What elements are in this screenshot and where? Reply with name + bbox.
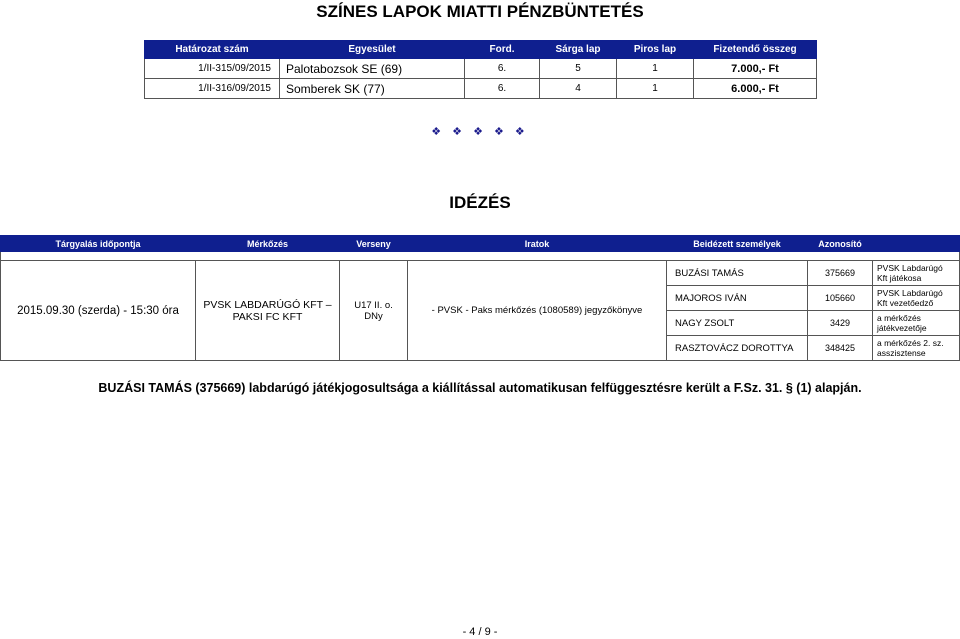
amount: 7.000,- Ft <box>694 59 817 79</box>
round: 6. <box>465 59 540 79</box>
divider-diamond-icons: ❖ ❖ ❖ ❖ ❖ <box>431 126 529 138</box>
header-hearing-time: Tárgyalás időpontja <box>1 236 196 252</box>
fines-header-row <box>145 41 817 59</box>
header-competition: Verseny <box>340 236 408 252</box>
page-number: - 4 / 9 - <box>462 626 498 638</box>
header-role <box>873 236 960 252</box>
header-match: Mérkőzés <box>196 236 340 252</box>
documents: - PVSK - Paks mérkőzés (1080589) jegyzőkönyve <box>408 261 667 361</box>
header-yellow-card: Sárga lap <box>540 41 617 59</box>
header-amount: Fizetendő összeg <box>694 41 817 59</box>
yellow-card-count: 5 <box>540 59 617 79</box>
hearing-header-row <box>1 236 960 252</box>
person-id: 375669 <box>808 261 873 286</box>
person-name: RASZTOVÁCZ DOROTTYA <box>667 336 808 361</box>
competition: U17 II. o. DNy <box>340 261 408 361</box>
header-decision-number: Határozat szám <box>145 41 280 59</box>
person-id: 3429 <box>808 311 873 336</box>
person-role: PVSK Labdarúgó Kft játékosa <box>873 261 960 286</box>
match-name: PVSK LABDARÚGÓ KFT – PAKSI FC KFT <box>196 261 340 361</box>
amount: 6.000,- Ft <box>694 79 817 99</box>
yellow-card-count: 4 <box>540 79 617 99</box>
person-role: PVSK Labdarúgó Kft vezetőedző <box>873 286 960 311</box>
spacer-cell <box>1 252 960 261</box>
summons-title: IDÉZÉS <box>449 193 511 212</box>
header-summoned-persons: Beidézett személyek <box>667 236 808 252</box>
decision-number: 1/II-315/09/2015 <box>145 59 280 79</box>
person-id: 348425 <box>808 336 873 361</box>
table-row <box>1 261 960 286</box>
club-name: Somberek SK (77) <box>280 79 465 99</box>
person-role: a mérkőzés 2. sz. asszisztense <box>873 336 960 361</box>
table-row <box>145 59 817 79</box>
header-documents: Iratok <box>408 236 667 252</box>
header-round: Ford. <box>465 41 540 59</box>
table-row <box>145 79 817 99</box>
person-name: MAJOROS IVÁN <box>667 286 808 311</box>
person-id: 105660 <box>808 286 873 311</box>
header-identifier: Azonosító <box>808 236 873 252</box>
person-role: a mérkőzés játékvezetője <box>873 311 960 336</box>
club-name: Palotabozsok SE (69) <box>280 59 465 79</box>
person-name: BUZÁSI TAMÁS <box>667 261 808 286</box>
decision-number: 1/II-316/09/2015 <box>145 79 280 99</box>
hearing-datetime: 2015.09.30 (szerda) - 15:30 óra <box>1 261 196 361</box>
spacer-row <box>1 252 960 261</box>
red-card-count: 1 <box>617 79 694 99</box>
fines-table <box>144 40 817 99</box>
decision-statement: BUZÁSI TAMÁS (375669) labdarúgó játékjogosultsága a kiállítással automatikusan felfüggesztésre került a F.Sz. 31. § (1) alapján. <box>98 381 862 395</box>
page-title: SZÍNES LAPOK MIATTI PÉNZBÜNTETÉS <box>316 2 644 21</box>
header-club: Egyesület <box>280 41 465 59</box>
header-red-card: Piros lap <box>617 41 694 59</box>
red-card-count: 1 <box>617 59 694 79</box>
person-name: NAGY ZSOLT <box>667 311 808 336</box>
round: 6. <box>465 79 540 99</box>
hearing-table <box>0 235 960 361</box>
